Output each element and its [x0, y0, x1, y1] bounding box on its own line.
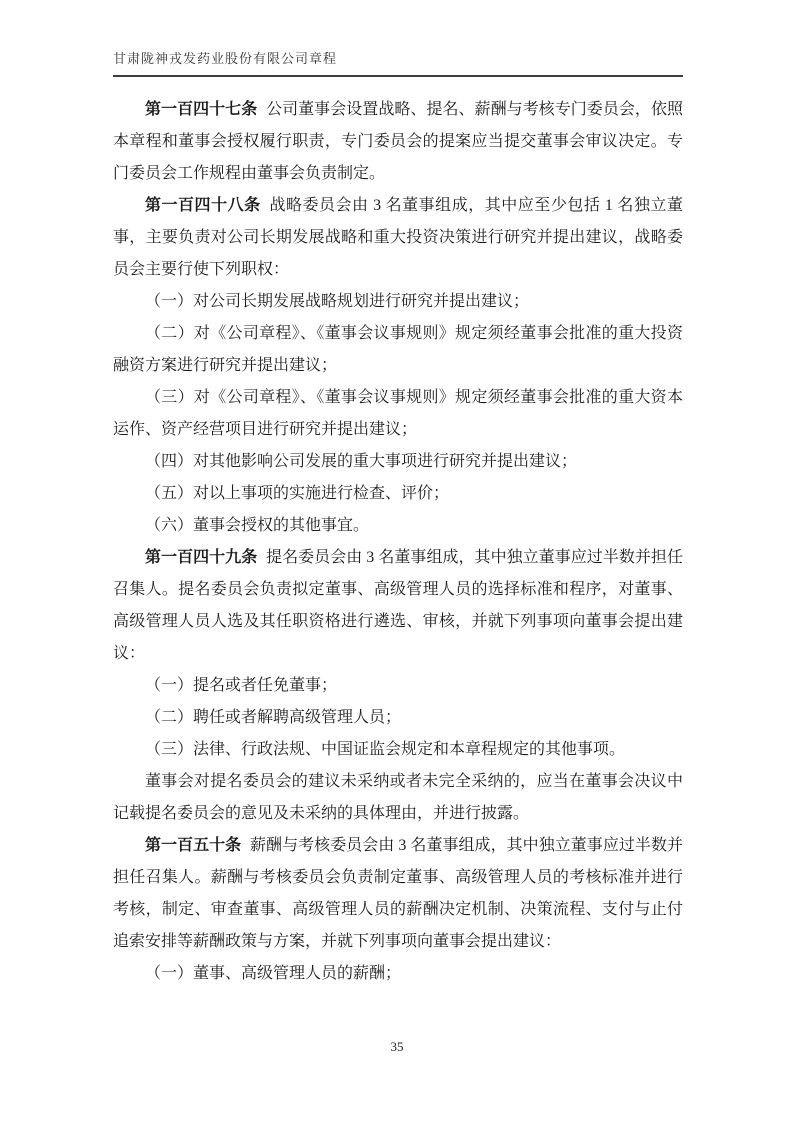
- paragraph: [113, 958, 683, 990]
- paragraph-text: （三）对《公司章程》、《董事会议事规则》规定须经董事会批准的重大资本运作、资产经营项目进行研究并提出建议；: [113, 389, 683, 438]
- paragraph-text: （一）董事、高级管理人员的薪酬；: [145, 965, 402, 982]
- paragraph: [113, 510, 683, 542]
- page-footer: [0, 1039, 794, 1055]
- paragraph-text: （二）对《公司章程》、《董事会议事规则》规定须经董事会批准的重大投资融资方案进行研究并提出建议；: [113, 325, 683, 374]
- paragraph-text: 薪酬与考核委员会由 3 名董事组成，其中独立董事应过半数并担任召集人。薪酬与考核委员会负责制定董事、高级管理人员的考核标准并进行考核，制定、审查董事、高级管理人员的薪酬决定机制、决策流程、支付与止付追索安排等薪酬政策与方案，并就下列事项向董事会提出建议：: [113, 837, 683, 950]
- paragraph: [113, 318, 683, 382]
- paragraph-text: 董事会对提名委员会的建议未采纳或者未完全采纳的，应当在董事会决议中记载提名委员会的意见及未采纳的具体理由，并进行披露。: [113, 773, 683, 822]
- paragraph-text: （一）提名或者任免董事；: [145, 677, 338, 694]
- paragraph-text: 战略委员会由 3 名董事组成，其中应至少包括 1 名独立董事，主要负责对公司长期发展战略和重大投资决策进行研究并提出建议，战略委员会主要行使下列职权：: [113, 197, 683, 278]
- paragraph-text: （一）对公司长期发展战略规划进行研究并提出建议；: [145, 293, 530, 310]
- page-number: 35: [390, 1039, 404, 1054]
- paragraph: [113, 766, 683, 830]
- paragraph: [113, 478, 683, 510]
- paragraph: [113, 446, 683, 478]
- header-title: 甘肃陇神戎发药业股份有限公司章程: [113, 51, 338, 66]
- paragraph: [113, 94, 683, 190]
- paragraph-text: 公司董事会设置战略、提名、薪酬与考核专门委员会，依照本章程和董事会授权履行职责，专门委员会的提案应当提交董事会审议决定。专门委员会工作规程由董事会负责制定。: [113, 101, 683, 182]
- paragraph-text: （六）董事会授权的其他事宜。: [145, 517, 370, 534]
- article-number: 第一百四十九条: [145, 549, 258, 566]
- paragraph: [113, 670, 683, 702]
- paragraph: [113, 830, 683, 958]
- paragraph-text: （四）对其他影响公司发展的重大事项进行研究并提出建议；: [145, 453, 578, 470]
- paragraph: [113, 382, 683, 446]
- paragraph: [113, 286, 683, 318]
- paragraph: [113, 542, 683, 670]
- paragraph: [113, 734, 683, 766]
- page-header: [113, 48, 683, 77]
- paragraph: [113, 190, 683, 286]
- article-number: 第一百四十七条: [145, 101, 258, 118]
- paragraph-text: （三）法律、行政法规、中国证监会规定和本章程规定的其他事项。: [145, 741, 626, 758]
- paragraph-text: 提名委员会由 3 名董事组成，其中独立董事应过半数并担任召集人。提名委员会负责拟定董事、高级管理人员的选择标准和程序，对董事、高级管理人员人选及其任职资格进行遴选、审核，并就下列事项向董事会提出建议：: [113, 549, 683, 662]
- paragraph-text: （五）对以上事项的实施进行检查、评价；: [145, 485, 450, 502]
- article-number: 第一百五十条: [145, 837, 242, 854]
- article-number: 第一百四十八条: [145, 197, 261, 214]
- paragraph-text: （二）聘任或者解聘高级管理人员；: [145, 709, 402, 726]
- content-area: [113, 94, 683, 990]
- paragraph: [113, 702, 683, 734]
